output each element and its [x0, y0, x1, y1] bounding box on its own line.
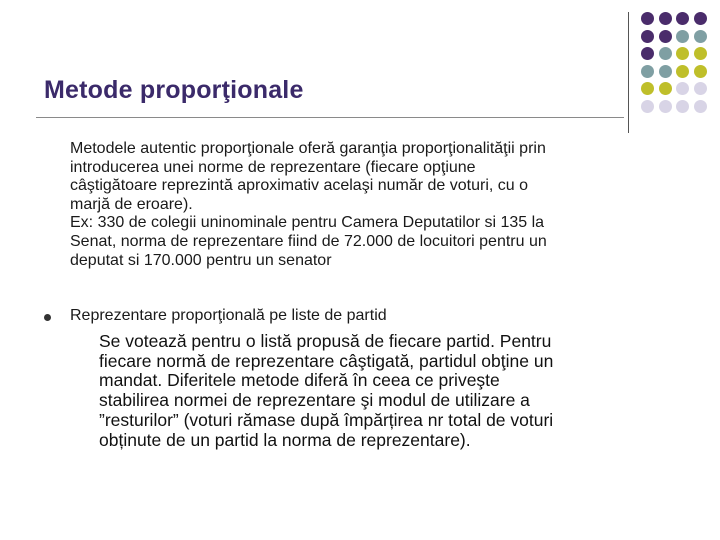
- paragraph-line: introducerea unei norme de reprezentare (fiecare opţiune: [70, 158, 476, 176]
- decorative-dot: [694, 30, 707, 43]
- paragraph-line: Senat, norma de reprezentare fiind de 72.000 de locuitori pentru un: [70, 232, 547, 250]
- paragraph-line: obținute de un partid la norma de reprezentare).: [99, 429, 471, 450]
- decorative-dot: [694, 82, 707, 95]
- paragraph-line: stabilirea normei de reprezentare şi modul de utilizare a: [99, 390, 530, 411]
- paragraph-line: deputat si 170.000 pentru un senator: [70, 251, 332, 269]
- decorative-dot: [641, 65, 654, 78]
- decorative-dot: [659, 65, 672, 78]
- decorative-dot: [659, 100, 672, 113]
- title-divider: [36, 117, 624, 118]
- decorative-dot: [641, 30, 654, 43]
- decorative-dot: [641, 82, 654, 95]
- decorative-dot: [641, 12, 654, 25]
- decorative-dot: [641, 100, 654, 113]
- bullet-paragraph: [99, 332, 689, 450]
- decorative-dot: [659, 47, 672, 60]
- page-title: Metode proporţionale: [44, 76, 304, 104]
- decorative-dot: [659, 12, 672, 25]
- paragraph-line: Se votează pentru o listă propusă de fiecare partid. Pentru: [99, 331, 552, 351]
- decorative-dot: [676, 47, 689, 60]
- decorative-dot: [659, 82, 672, 95]
- paragraph-line: mandat. Diferitele metode diferă în ceea ce priveşte: [99, 370, 500, 391]
- paragraph-line: Metodele autentic proporţionale oferă garanţia proporţionalităţii prin: [70, 140, 546, 157]
- decorative-dot: [676, 100, 689, 113]
- decorative-dot: [641, 47, 654, 60]
- paragraph-line: marjă de eroare).: [70, 195, 193, 213]
- paragraph-line: ”resturilor” (voturi rămase după împărțirea nr total de voturi: [99, 409, 554, 430]
- decorative-dot: [676, 30, 689, 43]
- bullet-icon: [44, 314, 51, 321]
- decorative-dot: [659, 30, 672, 43]
- decorative-dot: [676, 82, 689, 95]
- decorative-dot: [694, 12, 707, 25]
- decorative-dot: [694, 47, 707, 60]
- paragraph-line: fiecare normă de reprezentare câştigată, partidul obţine un: [99, 350, 554, 371]
- paragraph-line: câştigătoare reprezintă aproximativ acelaşi număr de voturi, cu o: [70, 177, 528, 195]
- decorative-dot: [694, 65, 707, 78]
- intro-paragraph: [70, 140, 670, 270]
- decorative-dot: [694, 100, 707, 113]
- decorative-dot: [676, 65, 689, 78]
- vertical-divider: [628, 12, 629, 133]
- paragraph-line: Ex: 330 de colegii uninominale pentru Camera Deputatilor si 135 la: [70, 214, 545, 232]
- bullet-heading: Reprezentare proporţională pe liste de partid: [70, 307, 387, 324]
- decorative-dot: [676, 12, 689, 25]
